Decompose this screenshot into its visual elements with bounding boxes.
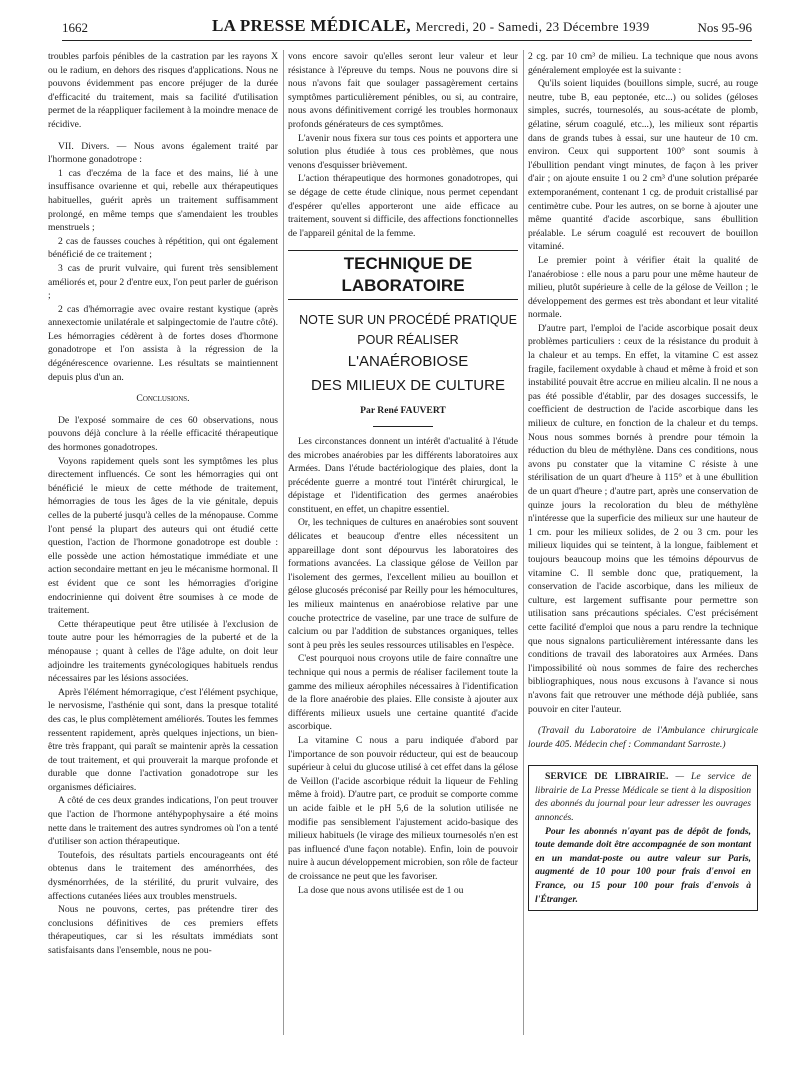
author-line: Par René FAUVERT: [360, 405, 446, 417]
paragraph: Le premier point à vérifier était la qualité de l'anaérobiose : elle nous a paru pour une même hauteur de milieu, plutôt supérieure à celle de la gélose de Veillon ; le développement des germes est très abondant et leur vitalité normale.: [528, 254, 758, 321]
page-number: 1662: [62, 20, 88, 35]
article-title-line: NOTE SUR UN PROCÉDÉ PRATIQUE: [299, 313, 517, 328]
paragraph: VII. Divers. — Nous avons également traité par l'hormone gonadotrope :: [48, 140, 278, 166]
service-paragraph: [535, 770, 751, 824]
paragraph: Voyons rapidement quels sont les symptômes les plus directement influencés. Ce sont les hémorragies qui ont bénéficié le mieux de cette méthode de traitement, hémorragies de tous les âges de la vie génitale, depuis celles de la puberté jusqu'à celles de la ménopause. Comme l'ont pensé la plupart des auteurs qui ont étudié cette question, l'action de l'hormone gonadotrope est double : elle possède une action hémostatique immédiate et une action secondaire mettant en jeu le mécanisme hormonal. Il est évident que ce sont les hémorragies d'origine endocrinienne qui doivent être soumises à ce mode de traitement.: [48, 455, 278, 617]
affiliation-note: (Travail du Laboratoire de l'Ambulance chirurgicale lourde 405. Médecin chef : Commandant Sarroste.): [528, 725, 758, 750]
service-text-2: Pour les abonnés n'ayant pas de dépôt de fonds, toute demande doit être accompagnée de son montant en un mandat-poste ou autre valeur sur Paris, augmenté de 10 pour 100 pour frais d'envoi en France, ou 15 pour 100 pour frais d'envois à l'Étranger.: [535, 825, 751, 905]
page-header: [62, 16, 752, 40]
paragraph: vons encore savoir qu'elles seront leur valeur et leur résistance à l'épreuve du temps. Nous ne pouvons dire si nous n'avons fait que soulager passagèrement certains symptômes particulièrement pénibles, ou si, au contraire, nous avons définitivement corrigé les troubles hormonaux profonds générateurs de ces symptômes.: [288, 51, 518, 130]
section-title: TECHNIQUE DE LABORATOIRE: [341, 254, 473, 296]
paragraph: 1 cas d'eczéma de la face et des mains, lié à une insuffisance ovarienne et qui, rebelle aux thérapeutiques habituelles, guérit après un traitement suffisamment prolongé, en même temps que s'amendaient les troubles menstruels ;: [48, 167, 278, 234]
service-librairie-box: [528, 765, 758, 911]
paragraph: C'est pourquoi nous croyons utile de faire connaître une technique qui nous a permis de réaliser facilement toute la gamme des milieux aérophiles nécessaires à l'identification de la flore anaérobie des plaies. Elle consiste à ajouter aux différents milieux usuels une certaine quantité d'acide ascorbique.: [288, 653, 518, 733]
paragraph: 2 cg. par 10 cm³ de milieu. La technique que nous avons généralement employée est la suivante :: [528, 51, 758, 76]
paragraph: Qu'ils soient liquides (bouillons simple, sucré, au rouge neutre, tube B, eau peptonée, etc...) ou solides (géloses simples, sucrés, tournesolés, au sous-acétate de plomb, gélatine, sérum coagulé, etc...), les milieux sont répartis dans de grands tubes à essai, sur une hauteur de 10 cm. environ. Ceux qui supportent 100° sont soumis à l'ébullition pendant vingt minutes, de façon à les priver d'air ; on ajoute ensuite 1 ou 2 cm³ d'une solution préparée extemporanément, contenant 1 cg. de produit cristallisé par centimètre cube. Pour les autres, on se borne à ajouter une même quantité d'acide ascorbique, sans ébullition préalable. Le sérum coagulé est recouvert de bouillon vitaminé.: [528, 78, 758, 253]
paragraph: Or, les techniques de cultures en anaérobies sont souvent délicates et beaucoup d'entre elles nécessitent un appareillage dont sont dépourvus les laboratoires des formations avancées. La classique gélose de Veillon par l'isolement des germes, l'excellent milieu au bouillon et gélose glucosés préconisé par Reilly pour les hémocultures, les milieux maintenus en anaérobiose relative par une couche protectrice de vaseline, par une trace de sulfure de calcium ou par l'addition de substances organiques, telles sont à peu près les seules ressources utilisables en l'espèce.: [288, 517, 518, 651]
paragraph: L'avenir nous fixera sur tous ces points et apportera une solution plus étudiée à tous ces problèmes, que nous venons d'esquisser brièvement.: [288, 132, 518, 171]
section-rule: [288, 250, 518, 251]
paragraph: Toutefois, des résultats partiels encourageants ont été obtenus dans le traitement des aménorrhées, des dysménorrhées, de la stérilité, du prurit vulvaire, des affections cutanées liées aux troubles menstruels.: [48, 849, 278, 902]
column-divider-1: [283, 50, 284, 1035]
paragraph: D'autre part, l'emploi de l'acide ascorbique posait deux problèmes particuliers : ceux de la résistance du produit à la chaleur et au temps. En effet, la vitamine C est assez fragile, facilement oxydable à chaud et même à froid et son instabilité pouvait être accrue en milieu alcalin. Il ne nous a pas été possible d'établir, par des dosages successifs, le coefficient de destruction de l'acide ascorbique dans les milieux de culture, en fonction de la chaleur et du temps. Nous nous sommes bornés à prendre pour témoin la réduction du bleu de méthylène. Dans ces conditions, nous avons pu constater que la vitamine C résiste à une stérilisation de un quart d'heure à 115° et à une ébullition de un quart d'heure ; d'autre part, après une conservation de quinze jours la recoloration du bleu de méthylène n'intéresse que la superficie des milieux sur une hauteur de 1 cm. pour les milieux solides, de 2 ou 3 cm. pour les milieux liquides qui se teintent, à la longue, faiblement et toujours beaucoup moins que les témoins dépourvus de vitamine C. Il semble donc que, pratiquement, la conservation de l'acide ascorbique, dans les milieux de culture, est largement suffisante pour permettre son utilisation sans précautions spéciales. C'est précisément cette facilité d'emploi que nous a paru rendre la technique que nous signalons particulièrement intéressante dans les conditions de travail des laboratoires aux Armées. Dans l'impossibilité où nous sommes de faire des recherches bibliographiques, nous nous excusons à l'avance si nous n'avons fait que retrouver une méthode déjà publiée, sans pouvoir en citer l'auteur.: [528, 322, 758, 715]
paragraph: Nous ne pouvons, certes, pas prétendre tirer des conclusions définitives de ces premiers effets thérapeutiques, car si les résultats immédiats sont satisfaisants dans l'ensemble, nous ne pou-: [48, 904, 278, 956]
service-title: SERVICE DE LIBRAIRIE.: [545, 771, 669, 783]
journal-title: [212, 16, 650, 36]
conclusions-heading: Conclusions.: [136, 393, 190, 405]
author-rule: [373, 426, 433, 427]
paragraph: La dose que nous avons utilisée est de 1 ou: [298, 884, 464, 896]
paragraph: Cette thérapeutique peut être utilisée à l'exclusion de toute autre pour les hémorragies de la puberté et de la ménopause ; quant à celles de l'âge adulte, on doit leur adjoindre les traitements gynécologiques habituels rendus nécessaires par les lésions associées.: [48, 618, 278, 685]
article-title: [288, 310, 518, 398]
paragraph: Après l'élément hémorragique, c'est l'élément psychique, le nervosisme, l'asthénie qui sont, dans la presque totalité des cas, le plus complètement améliorés. Toutes les femmes ressentent rapidement, après quelques injections, un bien-être très frappant, qui paraît se maintenir après la cessation de tout traitement, et qui prouverait la marque profonde et durable que donne l'activation gonadotrope sur les organismes déficiaires.: [48, 686, 278, 793]
paragraph: De l'exposé sommaire de ces 60 observations, nous pouvons déjà conclure à la réelle efficacité thérapeutique des hormones gonadotropes.: [48, 414, 278, 454]
issue-date: Mercredi, 20 - Samedi, 23 Décembre 1939: [415, 19, 650, 34]
paragraph: troubles parfois pénibles de la castration par les rayons X ou le radium, en dehors des risques d'applications. Nous ne pouvons évidemment pas encore préjuger de la durée d'efficacité du traitement, mais sa facilité d'utilisation permet de la réappliquer facilement à la moindre menace de récidive.: [48, 51, 278, 130]
paragraph: L'action thérapeutique des hormones gonadotropes, qui se dégage de cette étude clinique, nous permet cependant d'espérer qu'elles apporteront une aide efficace au traitement, souvent si difficile, des affections fonctionnelles de l'appareil génital de la femme.: [288, 173, 518, 239]
paragraph: La vitamine C nous a paru indiquée d'abord par l'importance de son pouvoir réducteur, qui est de beaucoup supérieur à celui du glucose utilisé à cet effet dans la gélose de Veillon (l'acide ascorbique réduit la liqueur de Fehling même à froid). D'autre part, ce produit se comporte comme un acide faible et le pH 5,6 de la solution utilisée ne modifie pas sensiblement l'ajustement acido-basique des milieux habituels (le virage des milieux tournesolés n'en est pas influencé d'une façon notable). Enfin, loin de pouvoir nuire à aucun développement microbien, son rôle de facteur de croissance ne peut que les favoriser.: [288, 734, 518, 882]
header-rule: [62, 40, 752, 41]
paragraph: A côté de ces deux grandes indications, l'on peut trouver que l'action de l'hormone antéhypophysaire a été moins nette dans le traitement des autres syndromes où l'on a tenté d'utiliser son action thérapeutique.: [48, 795, 278, 848]
article-title-line: L'ANAÉROBIOSE: [347, 353, 469, 371]
paragraph: 2 cas de fausses couches à répétition, qui ont également bénéficié de ce traitement ;: [48, 235, 278, 261]
paragraph: Les circonstances donnent un intérêt d'actualité à l'étude des microbes anaérobies par les différents laboratoires aux Armées. Dans l'étude bactériologique des plaies, dont la précédente guerre a montré tout l'intérêt chirurgical, le dépistage et l'identification des germes anaérobies constituent, en effet, un chapitre essentiel.: [288, 435, 518, 515]
service-text: — Le service de librairie de La Presse Médicale se tient à la disposition des abonnés du journal pour leur adresser les ouvrages annoncés.: [535, 771, 751, 824]
journal-name: LA PRESSE MÉDICALE,: [212, 16, 411, 35]
issue-number: Nos 95-96: [697, 20, 752, 35]
paragraph: 2 cas d'hémorragie avec ovaire restant kystique (après annexectomie unilatérale et salpingectomie de l'autre côté). Les hémorragies cédèrent à de fortes doses d'hormone gonadotrope et l'on assista à la régression de la dégénérescence ovarienne. Les résultats se maintiennent depuis plus d'un an.: [48, 303, 278, 383]
section-rule: [288, 299, 518, 300]
paragraph: 3 cas de prurit vulvaire, qui furent très sensiblement améliorés et, pour 2 d'entre eux, l'on peut parler de guérison ;: [48, 262, 278, 302]
column-3: [528, 50, 758, 911]
article-title-line: DES MILIEUX DE CULTURE: [311, 377, 505, 395]
column-2: [288, 50, 518, 897]
column-divider-2: [523, 50, 524, 1035]
article-title-line: POUR RÉALISER: [357, 333, 459, 348]
column-1: [48, 50, 278, 958]
